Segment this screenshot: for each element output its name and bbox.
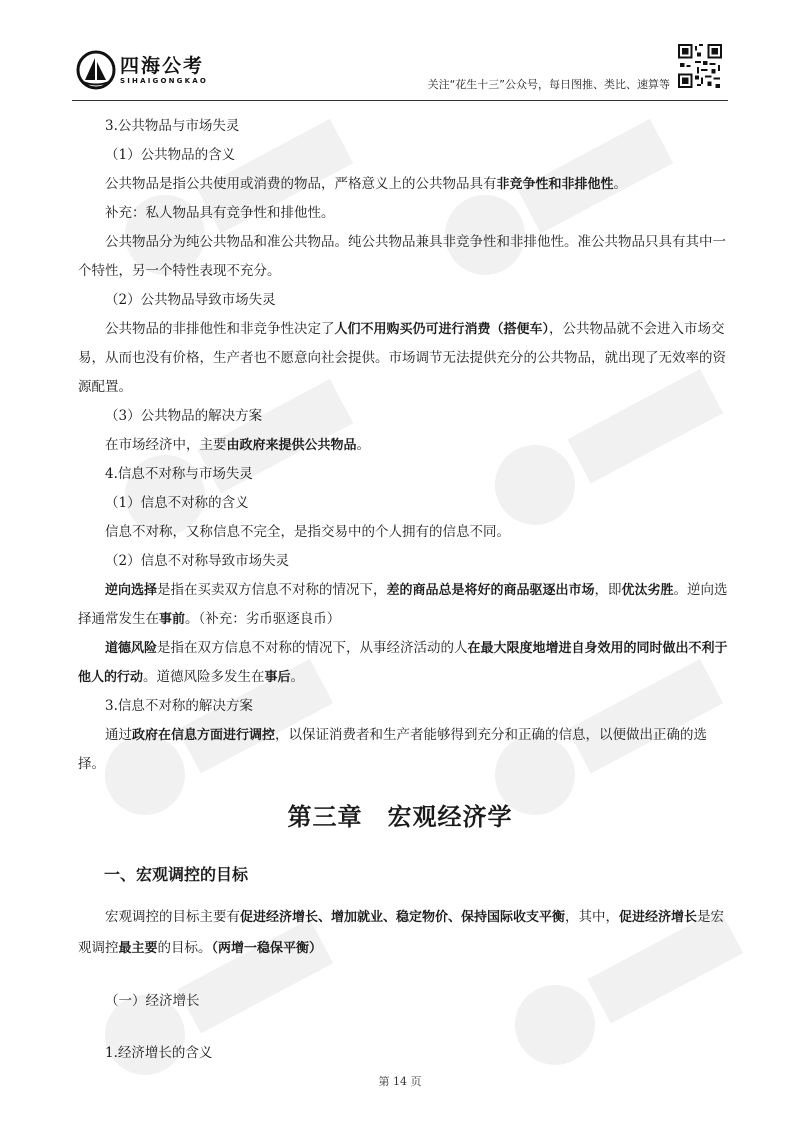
- text-segment: ，以保证消费者和生产者能够得到充分和正确的信息，以便做出正确的选择。: [78, 727, 708, 772]
- paragraph-q1: [78, 902, 728, 964]
- bold-text: 在最大限度地增进自身效用的同时做出不利于他人的行动: [78, 641, 728, 685]
- bold-text: 由政府来提供公共物品: [226, 438, 357, 453]
- text-segment: （3）公共物品的解决方案: [105, 408, 263, 424]
- bold-text: 促进经济增长、增加就业、稳定物价、保持国际收支平衡: [240, 910, 566, 925]
- paragraph-p5: [78, 228, 728, 286]
- text-segment: （2）公共物品导致市场失灵: [105, 292, 276, 308]
- text-segment: 。逆向选择通常发生在: [78, 582, 728, 627]
- text-segment: 公共物品的非排他性和非竞争性决定了: [105, 321, 335, 337]
- brand-logo: [76, 50, 208, 90]
- logo-chinese-text: 四海公考: [120, 55, 205, 77]
- text-segment: 4.信息不对称与市场失灵: [105, 466, 253, 482]
- paragraph-p10: [78, 460, 728, 489]
- paragraph-q2: [78, 986, 728, 1016]
- text-segment: （1）公共物品的含义: [105, 147, 236, 163]
- text-segment: 补充：私人物品具有竞争性和排他性。: [105, 205, 335, 221]
- page-number: 第 14 页: [378, 1075, 422, 1088]
- text-segment: 的目标。: [157, 940, 212, 956]
- text-segment: ，即: [594, 582, 622, 598]
- paragraph-p15: [78, 634, 728, 692]
- text-segment: 公共物品分为纯公共物品和准公共物品。纯公共物品兼具非竞争性和非排他性。准公共物品只具有其中一个特性，另一个特性表现不充分。: [78, 234, 726, 279]
- paragraph-p9: [78, 431, 728, 460]
- text-segment: 。（补充：劣币驱逐良币）: [185, 611, 341, 627]
- bold-text: 人们不用购买仍可进行消费（搭便车）: [334, 322, 550, 337]
- text-segment: 通过: [105, 727, 132, 743]
- paragraph-p8: [78, 402, 728, 431]
- bold-text: 优汰劣胜: [621, 583, 674, 598]
- text-segment: 是指在买卖双方信息不对称的情况下，: [157, 582, 387, 598]
- text-segment: 信息不对称，又称信息不完全，是指交易中的个人拥有的信息不同。: [105, 524, 510, 540]
- bold-text: 促进经济增长: [619, 910, 698, 925]
- paragraph-p4: [78, 199, 728, 228]
- qr-code-icon: [678, 44, 722, 88]
- text-segment: ，公共物品就不会进入市场交易，从而也没有价格，生产者也不愿意向社会提供。市场调节无法提供充分的公共物品，就出现了无效率的资源配置。: [78, 321, 726, 395]
- bold-text: 最主要: [118, 941, 158, 956]
- bold-text: 逆向选择: [105, 583, 158, 598]
- chapter-title: 第三章 宏观经济学: [287, 803, 513, 831]
- text-segment: 3.公共物品与市场失灵: [105, 118, 240, 134]
- text-segment: （2）信息不对称导致市场失灵: [105, 553, 290, 569]
- bold-text: 差的商品总是将好的商品驱逐出市场: [386, 583, 595, 598]
- bold-text: 事前: [159, 612, 186, 627]
- paragraph-p6: [78, 286, 728, 315]
- paragraph-p12: [78, 518, 728, 547]
- paragraph-p3: [78, 170, 728, 199]
- paragraph-p2: [78, 141, 728, 170]
- header-slogan: 关注“花生十三”公众号，每日图推、类比、速算等: [427, 78, 670, 91]
- bold-text: 事后: [264, 670, 291, 685]
- paragraph-p13: [78, 547, 728, 576]
- bold-text: 道德风险: [105, 641, 158, 656]
- sailboat-logo-icon: [76, 50, 116, 90]
- paragraph-p17: [78, 721, 728, 779]
- text-segment: 。: [613, 176, 628, 192]
- text-segment: （1）信息不对称的含义: [105, 495, 249, 511]
- text-segment: 宏观调控的目标主要有: [105, 909, 240, 925]
- text-segment: 公共物品是指公共使用或消费的物品，严格意义上的公共物品具有: [105, 176, 497, 192]
- paragraph-q3: [78, 1038, 728, 1068]
- text-segment: 。道德风险多发生在: [143, 669, 265, 685]
- paragraph-p11: [78, 489, 728, 518]
- bold-text: （两增一稳保平衡）: [211, 941, 323, 956]
- paragraph-p1: [78, 112, 728, 141]
- text-segment: 。: [290, 669, 305, 685]
- text-segment: （一）经济增长: [105, 993, 200, 1009]
- main-content: [78, 112, 728, 779]
- logo-english-text: SIHAIGONGKAO: [120, 77, 209, 85]
- text-segment: 。: [356, 437, 371, 453]
- text-segment: ，其中，: [565, 909, 620, 925]
- text-segment: 1.经济增长的含义: [105, 1045, 213, 1061]
- bold-text: 政府在信息方面进行调控: [132, 728, 276, 743]
- text-segment: 是指在双方信息不对称的情况下，从事经济活动的人: [157, 640, 468, 656]
- bold-text: 非竞争性和非排他性: [496, 177, 614, 192]
- text-segment: 3.信息不对称的解决方案: [105, 698, 253, 714]
- section-heading: 一、宏观调控的目标: [104, 865, 249, 884]
- page-header: [72, 40, 728, 101]
- section-content: [78, 902, 728, 1068]
- paragraph-p14: [78, 576, 728, 634]
- text-segment: 在市场经济中，主要: [105, 437, 227, 453]
- paragraph-p7: [78, 315, 728, 402]
- paragraph-p16: [78, 692, 728, 721]
- text-segment: 是宏观调控: [78, 909, 725, 956]
